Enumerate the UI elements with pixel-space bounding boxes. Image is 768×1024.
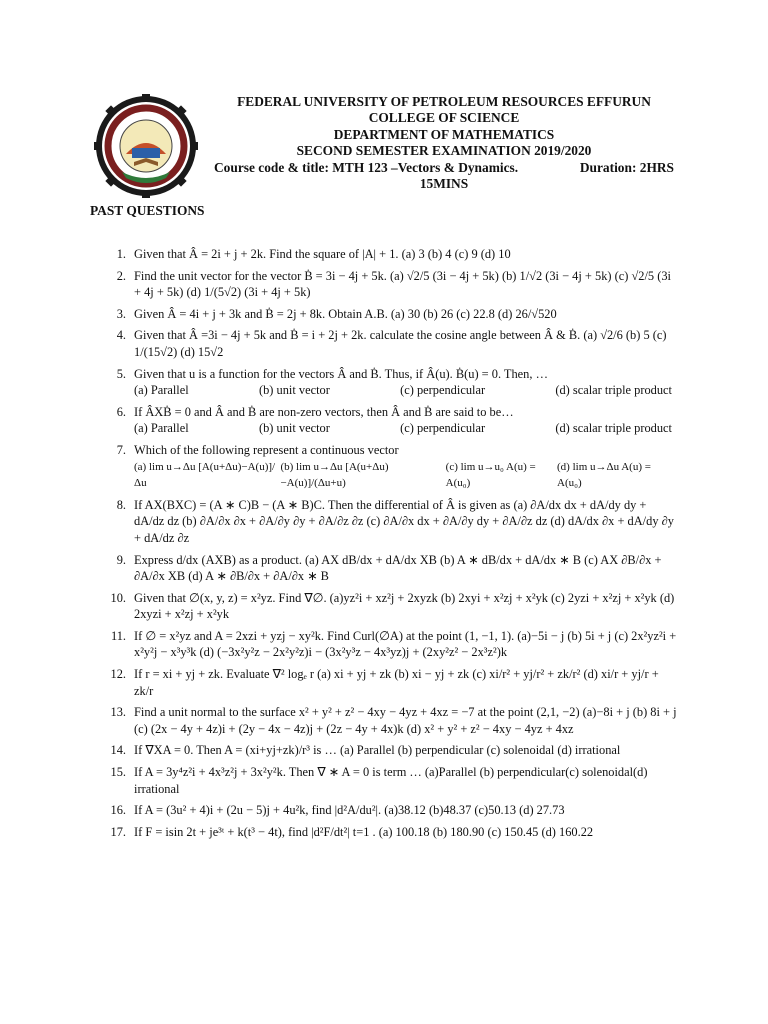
- question-text: If ∇XA = 0. Then A = (xi+yj+zk)/r³ is … (a) Parallel (b) perpendicular (c) solenoidal (d) irrational: [134, 743, 621, 758]
- question-text: Given that u is a function for the vectors Â and Ḃ. Thus, if Â(u). Ḃ(u) = 0. Then, …: [134, 366, 548, 381]
- question-number: 5.: [116, 366, 126, 381]
- question-5: [104, 366, 678, 399]
- question-text: If A = (3u² + 4)i + (2u − 5)j + 4u²k, find |d²A/du²|. (a)38.12 (b)48.37 (c)50.13 (d) 27.73: [134, 803, 565, 818]
- question-number: 6.: [116, 404, 126, 419]
- question-4: [104, 327, 678, 360]
- question-text: Given that Â = 2i + j + 2k. Find the square of |A| + 1. (a) 3 (b) 4 (c) 9 (d) 10: [134, 247, 511, 261]
- question-number: 4.: [116, 328, 126, 343]
- option-a: (a) Parallel: [134, 383, 189, 398]
- option-a: (a) Parallel: [134, 421, 189, 436]
- option-b: (b) unit vector: [258, 421, 330, 436]
- question-number: 14.: [110, 743, 126, 758]
- question-number: 8.: [116, 497, 126, 512]
- question-10: [104, 590, 678, 623]
- question-text: If ∅ = x²yz and A = 2xzi + yzj − xy²k. Find Curl(∅A) at the point (1, −1, 1). (a)−5i − j (b) 5i + j (c) 2x²yz²i + x²y²j − x³y³k (d) (−3x²y²z − 2x²y²z)i − (3x²y³z − 4x³yz)j + (2xy²z² − 2x³z²)k: [134, 628, 677, 660]
- question-8: [104, 497, 678, 547]
- option-a: (a) lim u→Δu [A(u+Δu)−A(u)]/Δu: [134, 460, 276, 490]
- question-14: [104, 742, 678, 759]
- question-text: If A = 3y⁴z²i + 4x³z²j + 3x²y²k. Then ∇ ∗ A = 0 is term … (a)Parallel (b) perpendicular(c) solenoidal(d) irrational: [134, 765, 648, 796]
- question-list: [104, 246, 678, 845]
- option-b: (b) unit vector: [258, 383, 330, 398]
- college-name: COLLEGE OF SCIENCE: [368, 110, 520, 126]
- question-number: 1.: [116, 247, 126, 261]
- option-c: (c) perpendicular: [400, 421, 486, 436]
- question-number: 13.: [110, 705, 126, 720]
- question-6: [104, 404, 678, 437]
- question-13: [104, 704, 678, 737]
- question-text: Find the unit vector for the vector Ḃ = 3i − 4j + 5k. (a) √2/5 (3i − 4j + 5k) (b) 1/√2 (3i − 4j + 5k) (c) √2/5 (3i + 4j + 5k) (d) 1/(5√2) (3i + 4j + 5k): [134, 268, 671, 300]
- question-number: 11.: [110, 628, 126, 643]
- question-number: 17.: [110, 824, 126, 839]
- question-number: 15.: [110, 765, 126, 780]
- option-c: (c) lim u→u₀ A(u) = A(u₀): [445, 460, 536, 490]
- question-3: [104, 306, 678, 323]
- question-15: [104, 764, 678, 797]
- option-b: (b) lim u→Δu [A(u+Δu)−A(u)]/(Δu+u): [280, 460, 389, 490]
- section-title: PAST QUESTIONS: [90, 203, 205, 218]
- question-number: 12.: [110, 667, 126, 682]
- question-number: 7.: [116, 442, 126, 457]
- option-d: (d) scalar triple product: [555, 383, 672, 398]
- question-text: Find a unit normal to the surface x² + y² + z² − 4xy − 4yz + 4xz = −7 at the point (2,1, −2) (a)−8i + j (b) 8i + j (c) (2x − 4y + 4z)i + (2y − 4x − 4z)j + (2z − 4y + 4x)k (d) x² + y² + z² − 4xy − 4yz + 4xz: [134, 705, 677, 736]
- question-12: [104, 666, 678, 699]
- question-number: 9.: [116, 552, 126, 567]
- option-d: (d) lim u→Δu A(u) = A(u₀): [557, 460, 651, 490]
- question-11: [104, 628, 678, 661]
- question-number: 3.: [116, 306, 126, 321]
- question-1: [104, 246, 678, 263]
- answer-options: [134, 382, 678, 399]
- university-name: FEDERAL UNIVERSITY OF PETROLEUM RESOURCES EFFURUN: [237, 94, 651, 109]
- question-text: If r = xi + yj + zk. Evaluate ∇² logₑ r (a) xi + yj + zk (b) xi − yj + zk (c) xi/r² + yj/r² + zk/r² (d) xi/r + yj/r + zk/r: [134, 667, 659, 698]
- question-text: If ÂXḂ = 0 and Â and Ḃ are non-zero vectors, then Â and Ḃ are said to be…: [134, 404, 514, 419]
- department-name: DEPARTMENT OF MATHEMATICS: [333, 126, 555, 142]
- question-text: Given that Â =3i − 4j + 5k and Ḃ = i + 2j + 2k. calculate the cosine angle between Â & Ḃ. (a) √2/6 (b) 5 (c) 1/(15√2) (d) 15√2: [134, 328, 667, 359]
- question-number: 10.: [110, 590, 126, 605]
- answer-options: [134, 420, 678, 437]
- question-9: [104, 552, 678, 585]
- option-c: (c) perpendicular: [400, 383, 486, 398]
- university-seal-icon: [92, 92, 200, 200]
- duration: Duration: 2HRS: [579, 159, 674, 175]
- question-text: Given that ∅(x, y, z) = x²yz. Find ∇∅. (a)yz²i + xz²j + 2xyzk (b) 2xyi + x²zj + x²yk (c) 2yzi + x²zj + x²yk (d) 2xyzi + x²zj + x²yk: [134, 590, 675, 622]
- question-text: If AX(BXC) = (A ∗ C)B − (A ∗ B)C. Then the differential of Â is given as (a) ∂A/dx dx + dA/dy dy + dA/dz dz (b) ∂A/∂x ∂x + ∂A/∂y ∂y + ∂A/∂z ∂z (c) ∂A/∂x dx + ∂A/∂y dy + ∂A/∂z dz (d) dA/dx ∂x + dA/dy ∂y + dA/dz ∂z: [134, 497, 674, 545]
- question-number: 2.: [116, 268, 126, 283]
- question-text: Which of the following represent a continuous vector: [134, 442, 399, 457]
- exam-title: SECOND SEMESTER EXAMINATION 2019/2020: [296, 143, 592, 159]
- question-7: [104, 442, 678, 492]
- answer-options: [134, 459, 678, 492]
- question-text: Given Â = 4i + j + 3k and Ḃ = 2j + 8k. Obtain A.B. (a) 30 (b) 26 (c) 22.8 (d) 26/√520: [134, 306, 557, 321]
- question-text: If F = isin 2t + je³ᵗ + k(t³ − 4t), find |d²F/dt²| t=1 . (a) 100.18 (b) 180.90 (c) 150.45 (d) 160.22: [134, 824, 594, 839]
- question-2: [104, 268, 678, 301]
- course-title: Course code & title: MTH 123 –Vectors & Dynamics.: [214, 159, 519, 175]
- question-16: [104, 802, 678, 819]
- exam-header: [200, 94, 688, 192]
- question-17: [104, 824, 678, 841]
- option-d: (d) scalar triple product: [555, 421, 672, 436]
- duration-minutes: 15MINS: [419, 176, 469, 192]
- course-line: [200, 160, 688, 176]
- question-number: 16.: [110, 803, 126, 818]
- question-text: Express d/dx (AXB) as a product. (a) AX dB/dx + dA/dx XB (b) A ∗ dB/dx + dA/dx ∗ B (c) AX ∂B/∂x + ∂A/∂x XB (d) A ∗ ∂B/∂x + ∂A/∂x ∗ B: [134, 552, 662, 584]
